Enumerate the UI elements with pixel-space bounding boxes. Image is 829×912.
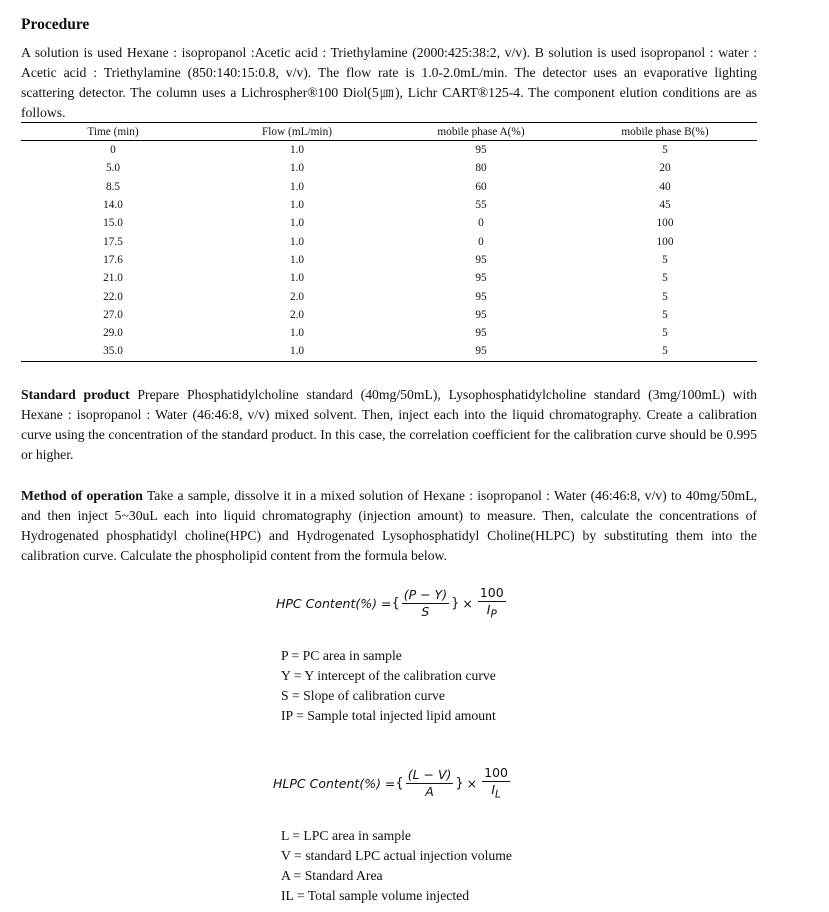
paragraph-text: Take a sample, dissolve it in a mixed solution of Hexane : isopropanol : Water (46:46:8, v/v) to 40mg/50mL, and then inject 5~30uL each into liquid chromatography (injection amount) to measure. Then, calculate the concentrations of Hydrogenated phosphatidyl choline(HPC) and Hydrogenated Lysophosphatidyl Choline(HLPC) by substituting them into the calibration curve. Calculate the phospholipid content from the formula below. [21, 488, 757, 563]
table-cell: 1.0 [289, 253, 305, 266]
method-of-operation-paragraph [21, 486, 757, 566]
open-brace-symbol: { [395, 776, 404, 792]
table-cell: 5.0 [105, 162, 121, 175]
definition-line: IP = Sample total injected lipid amount [281, 708, 496, 723]
column-header: mobile phase A(%) [389, 123, 573, 141]
table-cell: 1.0 [289, 162, 305, 175]
table-cell: 5 [662, 144, 668, 157]
table-row [21, 287, 757, 305]
fraction-numerator: 100 [479, 585, 504, 600]
table-cell: 60 [475, 180, 487, 193]
definition-line: P = PC area in sample [281, 648, 402, 663]
hpc-content-formula [276, 586, 508, 622]
table-row [21, 251, 757, 269]
table-row [21, 232, 757, 250]
fraction-numerator: (L − V) [407, 767, 452, 783]
definition-line: S = Slope of calibration curve [281, 688, 445, 703]
definition-line: Y = Y intercept of the calibration curve [281, 668, 496, 683]
table-header-row [21, 123, 757, 141]
table-cell: 45 [659, 199, 671, 212]
elution-conditions-table [21, 122, 757, 362]
table-cell: 1.0 [289, 272, 305, 285]
table-cell: 100 [656, 235, 674, 248]
column-header: Time (min) [21, 123, 205, 141]
table-cell: 5 [662, 272, 668, 285]
definition-line: V = standard LPC actual injection volume [281, 848, 512, 863]
table-cell: 15.0 [103, 217, 123, 230]
hpc-variable-definitions [281, 646, 496, 726]
table-cell: 17.6 [103, 253, 123, 266]
table-cell: 29.0 [103, 327, 123, 340]
fraction-denominator [491, 782, 501, 802]
formula-lhs: HLPC Content(%) = [273, 776, 396, 792]
table-cell: 95 [475, 290, 487, 303]
table-row [21, 178, 757, 196]
table-cell: 17.5 [103, 235, 123, 248]
fraction [482, 766, 510, 802]
table-cell: 95 [475, 345, 487, 358]
table-cell: 8.5 [105, 180, 121, 193]
table-cell: 21.0 [103, 272, 123, 285]
table-cell: 0 [478, 217, 484, 230]
table-cell: 40 [659, 180, 671, 193]
table-cell: 27.0 [103, 308, 123, 321]
denominator-subscript: P [490, 608, 497, 621]
solution-description: A solution is used Hexane : isopropanol :Acetic acid : Triethylamine (2000:425:38:2, v/v). B solution is used isopropanol : water : Acetic acid : Triethylamine (850:140:15:0.8, v/v). The flow rate is 1.0-2.0mL/min. The detector uses an evaporative lighting scattering detector. The column uses a Lichrospher®100 Diol(5㎛), Lichr CART®125-4. The component elution conditions are as follows. [21, 45, 757, 120]
fraction [402, 588, 449, 619]
table-cell: 95 [475, 272, 487, 285]
table-cell: 2.0 [289, 308, 305, 321]
table-cell: 95 [475, 144, 487, 157]
fraction-denominator [487, 602, 497, 622]
table-cell: 1.0 [289, 199, 305, 212]
definition-line: A = Standard Area [281, 868, 383, 883]
table-row [21, 196, 757, 214]
multiply-symbol: × [462, 596, 473, 612]
table-cell: 95 [475, 327, 487, 340]
fraction-numerator: 100 [484, 765, 509, 780]
fraction [478, 586, 506, 622]
table-cell: 5 [662, 345, 668, 358]
table-cell: 80 [475, 162, 487, 175]
table-cell: 95 [475, 253, 487, 266]
table-cell: 55 [475, 199, 487, 212]
table-row [21, 306, 757, 324]
denominator-symbol: I [491, 782, 496, 797]
open-brace-symbol: { [391, 596, 400, 612]
table-cell: 14.0 [103, 199, 123, 212]
section-heading: Procedure [21, 16, 90, 33]
column-header: Flow (mL/min) [205, 123, 389, 141]
table-cell: 1.0 [289, 144, 305, 157]
table-cell: 5 [662, 308, 668, 321]
table-cell: 1.0 [289, 327, 305, 340]
formula-lhs: HPC Content(%) = [276, 596, 392, 612]
fraction-numerator: (P − Y) [403, 587, 448, 603]
definition-line: IL = Total sample volume injected [281, 888, 470, 903]
table-cell: 5 [662, 253, 668, 266]
table-cell: 22.0 [103, 290, 123, 303]
table-cell: 95 [475, 308, 487, 321]
hlpc-variable-definitions [281, 826, 512, 906]
table-cell: 100 [656, 217, 674, 230]
table-cell: 1.0 [289, 235, 305, 248]
table-row [21, 324, 757, 342]
paragraph-lead: Method of operation [21, 488, 143, 503]
table-cell: 1.0 [289, 180, 305, 193]
table-row [21, 214, 757, 232]
table-cell: 5 [662, 290, 668, 303]
table-cell: 2.0 [289, 290, 305, 303]
fraction-denominator: S [421, 604, 430, 620]
table-cell: 20 [659, 162, 671, 175]
table-row [21, 342, 757, 361]
table-cell: 1.0 [289, 217, 305, 230]
multiply-symbol: × [466, 776, 478, 792]
denominator-subscript: L [495, 788, 501, 801]
table-cell: 0 [478, 235, 484, 248]
table-cell: 35.0 [103, 345, 123, 358]
fraction [406, 768, 454, 799]
close-brace-symbol: } [455, 776, 464, 792]
fraction-denominator: A [425, 784, 434, 800]
table-row [21, 141, 757, 160]
table-cell: 5 [662, 327, 668, 340]
definition-line: L = LPC area in sample [281, 828, 411, 843]
table-cell: 1.0 [289, 345, 305, 358]
denominator-symbol: I [486, 602, 491, 617]
paragraph-lead: Standard product [21, 387, 130, 402]
hlpc-content-formula [273, 766, 512, 802]
table-row [21, 269, 757, 287]
close-brace-symbol: } [451, 596, 460, 612]
column-header: mobile phase B(%) [573, 123, 757, 141]
paragraph-text: Prepare Phosphatidylcholine standard (40mg/50mL), Lysophosphatidylcholine standard (3mg/100mL) with Hexane : isopropanol : Water (46:46:8, v/v) mixed solvent. Then, inject each into the liquid chromatography. Create a calibration curve using the concentration of the standard product. In this case, the correlation coefficient for the calibration curve should be 0.995 or higher. [21, 387, 757, 462]
table-cell: 0 [110, 144, 116, 157]
table-row [21, 159, 757, 177]
standard-product-paragraph [21, 385, 757, 465]
